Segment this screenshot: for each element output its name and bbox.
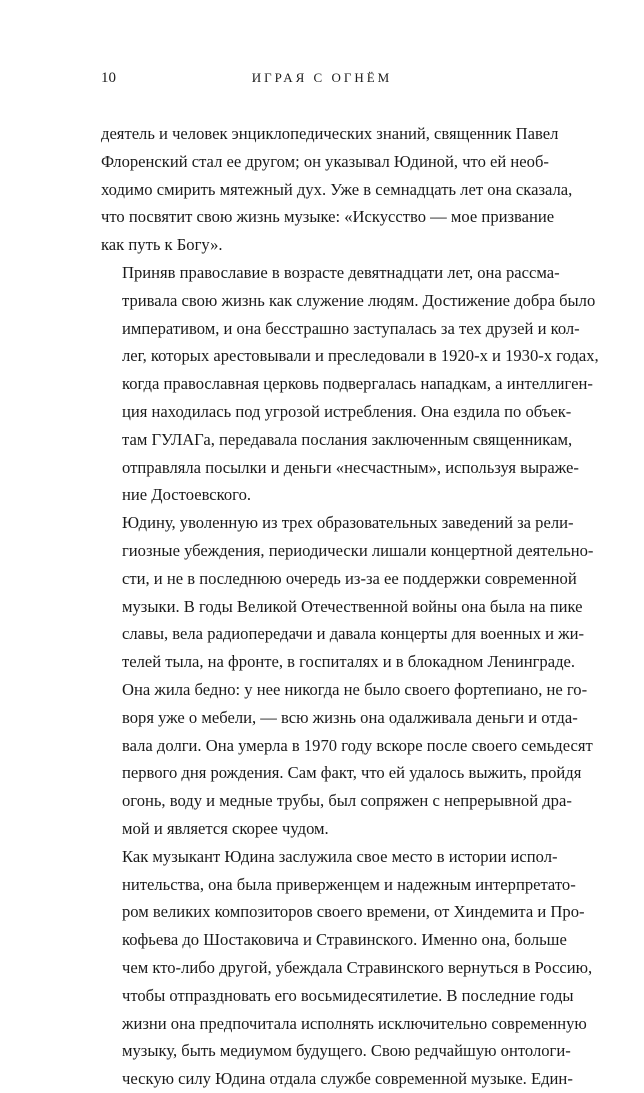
text-line: Юдину, уволенную из трех образовательных заведений за рели-	[122, 513, 574, 533]
text-line: императивом, и она бесстрашно заступалась за тех друзей и кол-	[122, 318, 580, 338]
paragraph	[101, 120, 573, 259]
text-line: чем кто-либо другой, убеждала Стравинского вернуться в Россию,	[122, 957, 593, 977]
page-number: 10	[101, 70, 116, 86]
text-line: гиозные убеждения, периодически лишали концертной деятельно-	[122, 540, 594, 560]
text-line: ция находилась под угрозой истребления. Она ездила по объек-	[122, 401, 572, 421]
running-head	[101, 70, 543, 92]
text-line: вала долги. Она умерла в 1970 году вскоре после своего семьдесят	[122, 735, 593, 755]
text-line: музыки. В годы Великой Отечественной войны она была на пике	[122, 596, 583, 616]
text-line: воря уже о мебели, — всю жизнь она одалживала деньги и отда-	[122, 707, 578, 727]
text-line: жизни она предпочитала исполнять исключительно современную	[122, 1013, 587, 1033]
text-line: кофьева до Шостаковича и Стравинского. Именно она, больше	[122, 930, 567, 950]
text-line: отправляла посылки и деньги «несчастным», используя выраже-	[122, 457, 579, 477]
body-text	[101, 120, 599, 1093]
paragraph	[101, 843, 593, 1093]
text-line: музыку, быть медиумом будущего. Свою редчайшую онтологи-	[122, 1041, 571, 1061]
text-line: сти, и не в последнюю очередь из-за ее поддержки современной	[122, 568, 577, 588]
text-line: что посвятит свою жизнь музыке: «Искусство — мое призвание	[101, 207, 555, 227]
text-line: Приняв православие в возрасте девятнадцати лет, она рассма-	[122, 262, 560, 282]
text-line: первого дня рождения. Сам факт, что ей удалось выжить, пройдя	[122, 763, 582, 783]
text-line: ром великих композиторов своего времени, от Хиндемита и Про-	[122, 902, 585, 922]
text-line: чтобы отпраздновать его восьмидесятилетие. В последние годы	[122, 985, 574, 1005]
text-line: тривала свою жизнь как служение людям. Достижение добра было	[122, 290, 596, 310]
text-line: ние Достоевского.	[122, 485, 252, 505]
text-line: деятель и человек энциклопедических знаний, священник Павел	[101, 124, 559, 143]
paragraph	[101, 259, 599, 509]
text-line: Она жила бедно: у нее никогда не было своего фортепиано, не го-	[122, 679, 588, 699]
text-line: ходимо смирить мятежный дух. Уже в семнадцать лет она сказала,	[101, 179, 573, 199]
text-line: ческую силу Юдина отдала службе современной музыке. Един-	[122, 1069, 573, 1089]
paragraph	[101, 509, 594, 843]
text-line: огонь, воду и медные трубы, был сопряжен с непрерывной дра-	[122, 791, 572, 811]
text-line: лег, которых арестовывали и преследовали в 1920-х и 1930-х годах,	[122, 346, 599, 366]
text-line: там ГУЛАГа, передавала послания заключенным священникам,	[122, 429, 573, 449]
text-line: Как музыкант Юдина заслужила свое место в истории испол-	[122, 846, 558, 866]
text-line: Флоренский стал ее другом; он указывал Юдиной, что ей необ-	[101, 151, 549, 171]
text-line: мой и является скорее чудом.	[122, 818, 329, 838]
text-line: нительства, она была приверженцем и надежным интерпретато-	[122, 874, 576, 894]
text-line: славы, вела радиопередачи и давала концерты для военных и жи-	[122, 624, 585, 644]
text-line: когда православная церковь подвергалась нападкам, а интеллиген-	[122, 374, 593, 394]
text-line: телей тыла, на фронте, в госпиталях и в блокадном Ленинграде.	[122, 652, 576, 672]
text-line: как путь к Богу».	[101, 235, 223, 255]
running-title: ИГРАЯ С ОГНЁМ	[251, 70, 393, 85]
